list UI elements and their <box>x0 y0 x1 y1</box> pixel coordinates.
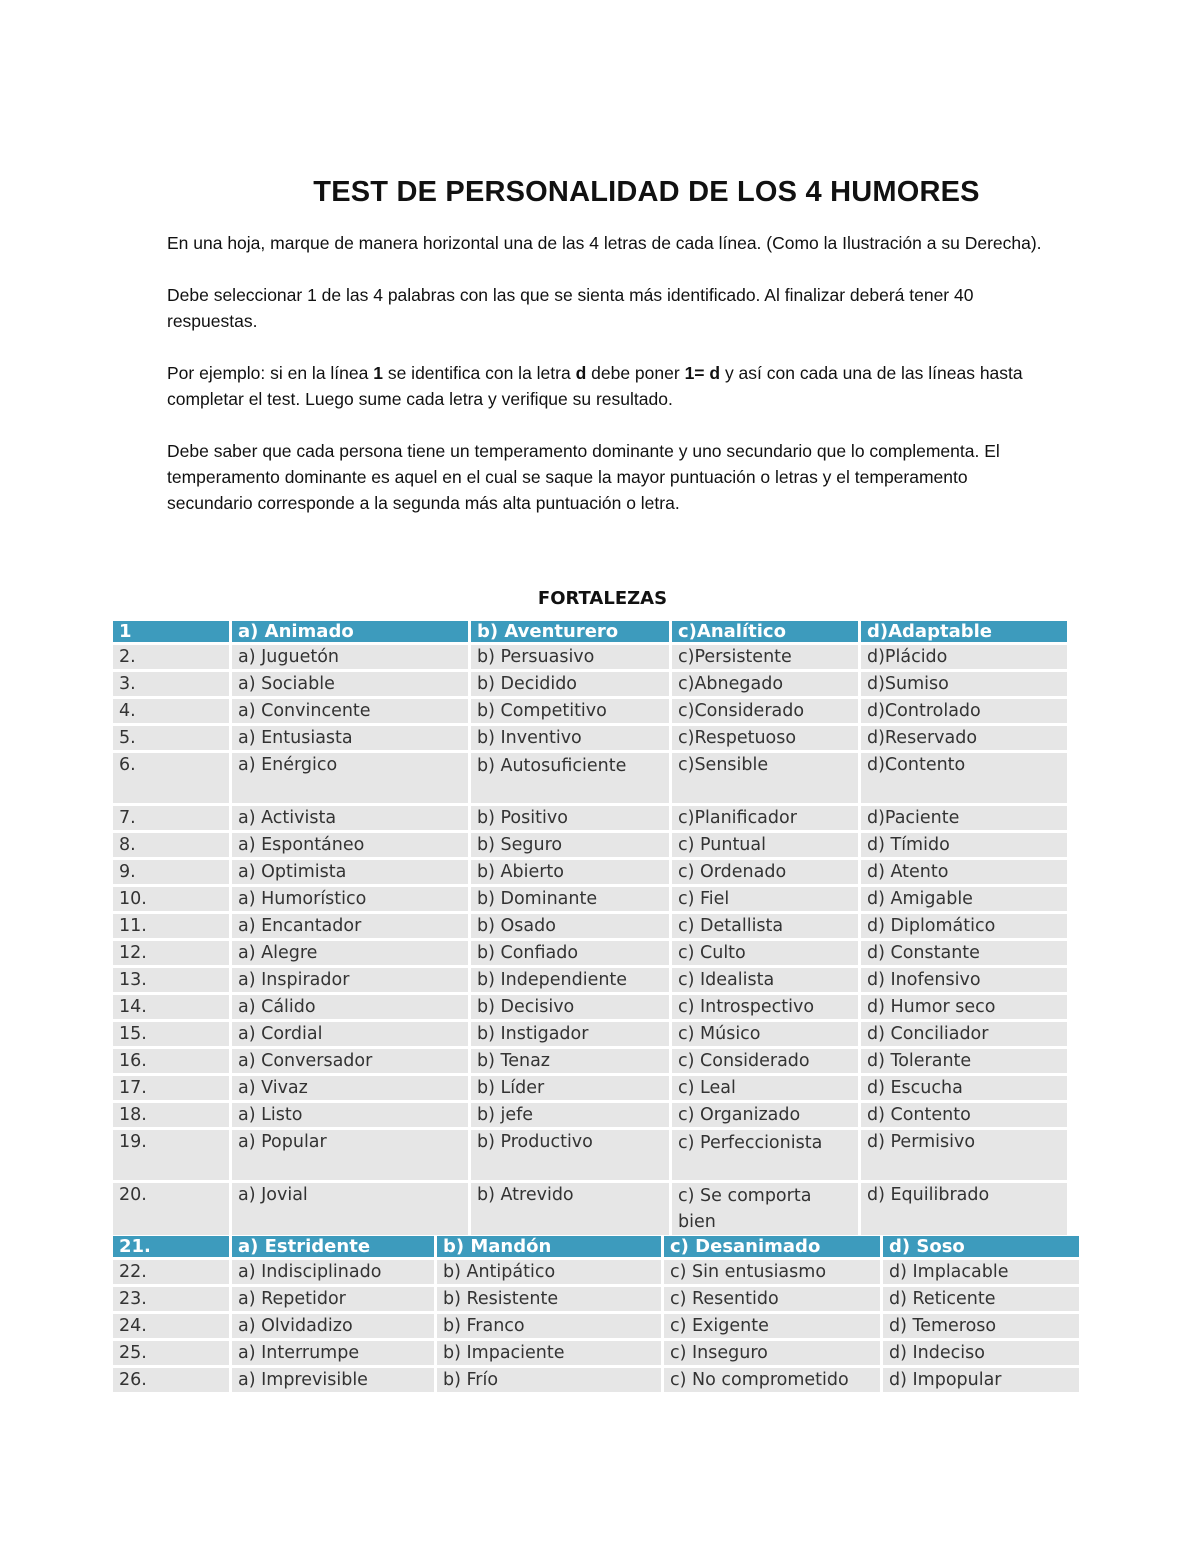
option-cell: c)Respetuoso <box>672 726 858 750</box>
option-cell: b) Positivo <box>471 806 669 830</box>
intro-p3-part: se identifica con la letra <box>382 363 576 383</box>
row-number-cell: 23. <box>113 1287 229 1311</box>
option-cell: d) Tímido <box>861 833 1067 857</box>
row-number-cell: 25. <box>113 1341 229 1365</box>
option-cell: b) Confiado <box>471 941 669 965</box>
fortalezas-table <box>110 618 1070 1238</box>
header-cell: 21. <box>113 1236 229 1257</box>
option-cell: c)Considerado <box>672 699 858 723</box>
row-number-cell: 17. <box>113 1076 229 1100</box>
option-cell: b) Franco <box>437 1314 661 1338</box>
header-cell: b) Mandón <box>437 1236 661 1257</box>
option-cell: b) Osado <box>471 914 669 938</box>
option-cell: d) Constante <box>861 941 1067 965</box>
option-cell: b) Inventivo <box>471 726 669 750</box>
row-number-cell: 3. <box>113 672 229 696</box>
table-row <box>113 887 1067 911</box>
header-cell: d) Soso <box>883 1236 1079 1257</box>
row-number-cell: 12. <box>113 941 229 965</box>
option-cell: a) Indisciplinado <box>232 1260 434 1284</box>
option-cell: d)Paciente <box>861 806 1067 830</box>
option-cell: a) Activista <box>232 806 468 830</box>
table-row <box>113 860 1067 884</box>
option-cell: d) Indeciso <box>883 1341 1079 1365</box>
page-title: TEST DE PERSONALIDAD DE LOS 4 HUMORES <box>313 176 980 208</box>
option-cell: c) Perfeccionista <box>672 1130 858 1180</box>
row-number-cell: 5. <box>113 726 229 750</box>
option-cell: b) Competitivo <box>471 699 669 723</box>
table-row <box>113 1076 1067 1100</box>
option-cell: c) Introspectivo <box>672 995 858 1019</box>
option-cell: a) Conversador <box>232 1049 468 1073</box>
option-cell: d) Implacable <box>883 1260 1079 1284</box>
table-row <box>113 1314 1079 1338</box>
table-row <box>113 995 1067 1019</box>
option-cell: c)Planificador <box>672 806 858 830</box>
option-cell: b) Productivo <box>471 1130 669 1180</box>
option-cell: c) Ordenado <box>672 860 858 884</box>
option-cell: d)Controlado <box>861 699 1067 723</box>
option-cell: c) Músico <box>672 1022 858 1046</box>
option-cell: a) Vivaz <box>232 1076 468 1100</box>
option-cell: a) Optimista <box>232 860 468 884</box>
option-cell: c) Se comporta bien <box>672 1183 858 1235</box>
table-row <box>113 1130 1067 1180</box>
option-cell: c) Resentido <box>664 1287 880 1311</box>
option-cell: a) Humorístico <box>232 887 468 911</box>
table-row <box>113 1022 1067 1046</box>
option-cell: d) Diplomático <box>861 914 1067 938</box>
option-cell: d) Escucha <box>861 1076 1067 1100</box>
intro-paragraph-1: En una hoja, marque de manera horizontal una de las 4 letras de cada línea. (Como la Ilustración a su Derecha). <box>167 233 1042 253</box>
table-row <box>113 1103 1067 1127</box>
option-cell: d) Impopular <box>883 1368 1079 1392</box>
row-number-cell: 6. <box>113 753 229 803</box>
option-cell: c) Sin entusiasmo <box>664 1260 880 1284</box>
option-cell: c)Persistente <box>672 645 858 669</box>
option-cell: d) Equilibrado <box>861 1183 1067 1235</box>
option-cell: b) Decisivo <box>471 995 669 1019</box>
row-number-cell: 15. <box>113 1022 229 1046</box>
option-cell: d) Humor seco <box>861 995 1067 1019</box>
option-cell: a) Repetidor <box>232 1287 434 1311</box>
option-cell: c) Organizado <box>672 1103 858 1127</box>
option-cell: c) Idealista <box>672 968 858 992</box>
option-cell: a) Entusiasta <box>232 726 468 750</box>
row-number-cell: 11. <box>113 914 229 938</box>
option-cell: c) Fiel <box>672 887 858 911</box>
table-row <box>113 968 1067 992</box>
table-row <box>113 699 1067 723</box>
row-number-cell: 18. <box>113 1103 229 1127</box>
intro-p3-bold-line: 1 <box>373 363 383 383</box>
option-cell: c) Leal <box>672 1076 858 1100</box>
option-cell: c) Exigente <box>664 1314 880 1338</box>
option-cell: a) Alegre <box>232 941 468 965</box>
row-number-cell: 24. <box>113 1314 229 1338</box>
table-header-row <box>113 1236 1079 1257</box>
option-cell: a) Sociable <box>232 672 468 696</box>
row-number-cell: 14. <box>113 995 229 1019</box>
option-cell: b) Persuasivo <box>471 645 669 669</box>
option-cell: b) Seguro <box>471 833 669 857</box>
header-cell: d)Adaptable <box>861 621 1067 642</box>
table-row <box>113 1368 1079 1392</box>
option-cell: b) Decidido <box>471 672 669 696</box>
intro-p3-bold-example: 1= d <box>684 363 721 383</box>
option-cell: a) Juguetón <box>232 645 468 669</box>
debilidades-table <box>110 1233 1082 1395</box>
option-cell: d)Reservado <box>861 726 1067 750</box>
row-number-cell: 13. <box>113 968 229 992</box>
option-cell: a) Cordial <box>232 1022 468 1046</box>
header-cell: a) Animado <box>232 621 468 642</box>
option-cell: a) Jovial <box>232 1183 468 1235</box>
option-cell: c) Inseguro <box>664 1341 880 1365</box>
table-header-row <box>113 621 1067 642</box>
header-cell: c) Desanimado <box>664 1236 880 1257</box>
section-title-fortalezas: FORTALEZAS <box>537 588 668 609</box>
option-cell: d) Temeroso <box>883 1314 1079 1338</box>
option-cell: b) Instigador <box>471 1022 669 1046</box>
row-number-cell: 9. <box>113 860 229 884</box>
option-cell: b) Atrevido <box>471 1183 669 1235</box>
header-cell: c)Analítico <box>672 621 858 642</box>
option-cell: a) Imprevisible <box>232 1368 434 1392</box>
table-row <box>113 914 1067 938</box>
option-cell: b) Impaciente <box>437 1341 661 1365</box>
row-number-cell: 20. <box>113 1183 229 1235</box>
option-cell: b) jefe <box>471 1103 669 1127</box>
option-cell: d) Conciliador <box>861 1022 1067 1046</box>
option-cell: d)Sumiso <box>861 672 1067 696</box>
option-cell: a) Encantador <box>232 914 468 938</box>
option-cell: a) Inspirador <box>232 968 468 992</box>
option-cell: b) Dominante <box>471 887 669 911</box>
option-cell: a) Enérgico <box>232 753 468 803</box>
option-cell: b) Abierto <box>471 860 669 884</box>
table-row <box>113 941 1067 965</box>
intro-text <box>167 230 1047 542</box>
option-cell: c) Puntual <box>672 833 858 857</box>
row-number-cell: 2. <box>113 645 229 669</box>
row-number-cell: 7. <box>113 806 229 830</box>
option-cell: d) Tolerante <box>861 1049 1067 1073</box>
table-row <box>113 1183 1067 1235</box>
table-row <box>113 806 1067 830</box>
option-cell: d) Reticente <box>883 1287 1079 1311</box>
table-row <box>113 672 1067 696</box>
row-number-cell: 8. <box>113 833 229 857</box>
option-cell: a) Interrumpe <box>232 1341 434 1365</box>
intro-paragraph-2: Debe seleccionar 1 de las 4 palabras con las que se sienta más identificado. Al finalizar deberá tener 40 respuestas. <box>167 285 974 331</box>
option-cell: b) Frío <box>437 1368 661 1392</box>
option-cell: b) Autosuficiente <box>471 753 669 803</box>
table-row <box>113 1049 1067 1073</box>
option-cell: a) Popular <box>232 1130 468 1180</box>
table-row <box>113 1260 1079 1284</box>
option-cell: c)Abnegado <box>672 672 858 696</box>
option-cell: b) Líder <box>471 1076 669 1100</box>
option-cell: a) Cálido <box>232 995 468 1019</box>
row-number-cell: 10. <box>113 887 229 911</box>
row-number-cell: 22. <box>113 1260 229 1284</box>
option-cell: b) Independiente <box>471 968 669 992</box>
option-cell: a) Convincente <box>232 699 468 723</box>
option-cell: d) Amigable <box>861 887 1067 911</box>
option-cell: c)Sensible <box>672 753 858 803</box>
table-row <box>113 726 1067 750</box>
intro-p3-part: Por ejemplo: si en la línea <box>167 363 374 383</box>
table-row <box>113 753 1067 803</box>
row-number-cell: 26. <box>113 1368 229 1392</box>
intro-paragraph-4: Debe saber que cada persona tiene un temperamento dominante y uno secundario que lo complementa. El temperamento dominante es aquel en el cual se saque la mayor puntuación o letras y el temperamento secundario corresponde a la segunda más alta puntuación o letra. <box>167 441 1000 513</box>
option-cell: c) No comprometido <box>664 1368 880 1392</box>
option-cell: d) Contento <box>861 1103 1067 1127</box>
option-cell: c) Detallista <box>672 914 858 938</box>
option-cell: a) Olvidadizo <box>232 1314 434 1338</box>
header-cell: 1 <box>113 621 229 642</box>
option-cell: a) Listo <box>232 1103 468 1127</box>
header-cell: b) Aventurero <box>471 621 669 642</box>
option-cell: d)Plácido <box>861 645 1067 669</box>
table-row <box>113 833 1067 857</box>
option-cell: d) Inofensivo <box>861 968 1067 992</box>
table-row <box>113 1341 1079 1365</box>
option-cell: b) Tenaz <box>471 1049 669 1073</box>
intro-p3-part: debe poner <box>586 363 685 383</box>
option-cell: a) Espontáneo <box>232 833 468 857</box>
intro-paragraph-3 <box>167 360 1047 412</box>
option-cell: d)Contento <box>861 753 1067 803</box>
option-cell: b) Antipático <box>437 1260 661 1284</box>
table-row <box>113 1287 1079 1311</box>
row-number-cell: 19. <box>113 1130 229 1180</box>
option-cell: b) Resistente <box>437 1287 661 1311</box>
table-row <box>113 645 1067 669</box>
row-number-cell: 16. <box>113 1049 229 1073</box>
option-cell: d) Permisivo <box>861 1130 1067 1180</box>
intro-p3-bold-letter: d <box>575 363 587 383</box>
option-cell: c) Considerado <box>672 1049 858 1073</box>
option-cell: c) Culto <box>672 941 858 965</box>
option-cell: d) Atento <box>861 860 1067 884</box>
row-number-cell: 4. <box>113 699 229 723</box>
intro-p3-part: y así con cada una de las líneas hasta completar el test. Luego sume cada letra y verifique su resultado. <box>167 363 1023 409</box>
header-cell: a) Estridente <box>232 1236 434 1257</box>
